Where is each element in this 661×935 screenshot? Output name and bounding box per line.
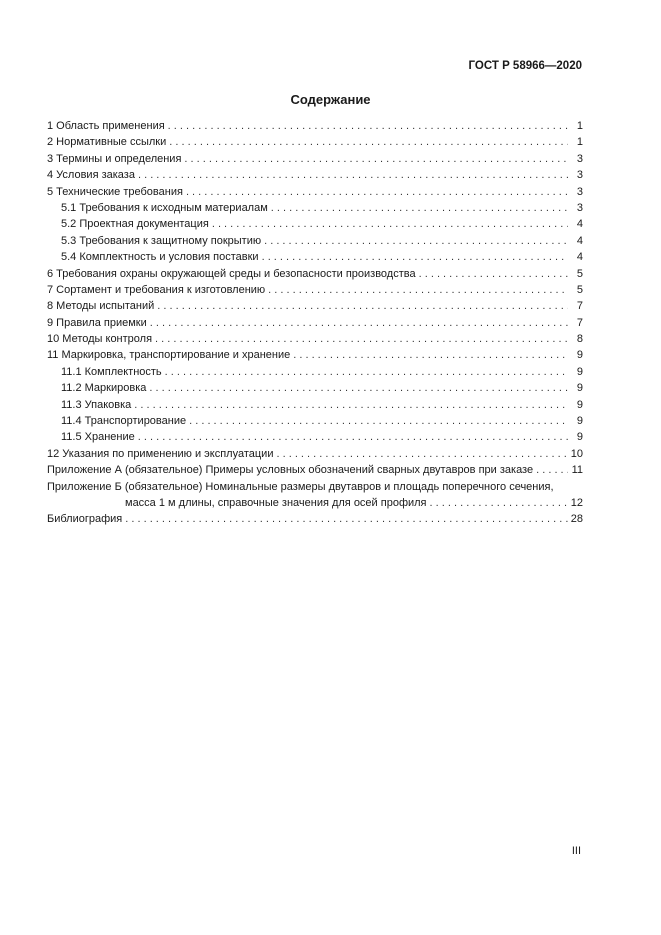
- toc-entry[interactable]: [47, 249, 583, 265]
- toc-entry[interactable]: [47, 413, 583, 429]
- dot-leader: [155, 331, 568, 347]
- toc-entry-bibliography[interactable]: [47, 511, 583, 527]
- toc-page-number: 3: [576, 185, 583, 198]
- toc-entry-label: 7 Сортамент и требования к изготовлению: [47, 283, 266, 296]
- toc-entry[interactable]: [47, 364, 583, 380]
- toc-entry-label-continued: масса 1 м длины, справочные значения для осей профиля: [125, 496, 427, 509]
- toc-entry[interactable]: [47, 347, 583, 363]
- toc-entry-label: 1 Область применения: [47, 120, 165, 132]
- toc-entry-label: 11.1 Комплектность: [61, 365, 162, 378]
- toc-entry-label: 11.2 Маркировка: [61, 382, 147, 395]
- toc-entry[interactable]: [47, 266, 583, 282]
- dot-leader: [268, 282, 568, 298]
- dot-leader: [149, 380, 568, 396]
- dot-leader: [150, 315, 568, 331]
- toc-entry[interactable]: [47, 380, 583, 396]
- toc-entry-label: 3 Термины и определения: [47, 152, 182, 165]
- toc-page-number: 9: [576, 349, 583, 362]
- dot-leader: [264, 233, 568, 249]
- toc-entry[interactable]: [47, 462, 583, 478]
- toc-page-number: 10: [570, 447, 583, 460]
- table-of-contents: [47, 118, 583, 528]
- toc-page-number: 3: [576, 201, 583, 214]
- toc-entry[interactable]: [47, 200, 583, 216]
- toc-entry-label: 11.4 Транспортирование: [61, 415, 187, 428]
- toc-page-number: 7: [576, 300, 583, 313]
- toc-page-number: 7: [576, 316, 583, 329]
- toc-page-number: 3: [576, 152, 583, 165]
- toc-entry[interactable]: [47, 134, 583, 150]
- dot-leader: [186, 184, 568, 200]
- document-code: ГОСТ Р 58966—2020: [468, 60, 582, 72]
- toc-entry-appendix-b[interactable]: [47, 479, 583, 512]
- toc-entry-label: 2 Нормативные ссылки: [47, 136, 167, 149]
- toc-entry[interactable]: [47, 315, 583, 331]
- dot-leader: [262, 249, 568, 265]
- dot-leader: [125, 511, 568, 527]
- toc-entry-label: 6 Требования охраны окружающей среды и безопасности производства: [47, 267, 416, 280]
- toc-entry-label: Библиография: [47, 513, 123, 526]
- toc-entry-label: 4 Условия заказа: [47, 169, 135, 182]
- toc-page-number: 5: [576, 267, 583, 280]
- toc-page-number: 4: [576, 234, 583, 247]
- dot-leader: [212, 216, 568, 232]
- dot-leader: [134, 397, 568, 413]
- toc-entry[interactable]: [47, 184, 583, 200]
- dot-leader: [276, 446, 567, 462]
- toc-entry-label: 12 Указания по применению и эксплуатации: [47, 447, 274, 460]
- toc-page-number: 9: [576, 365, 583, 378]
- dot-leader: [189, 413, 568, 429]
- toc-entry-label: 5.3 Требования к защитному покрытию: [61, 234, 262, 247]
- toc-page-number: 11: [571, 464, 583, 477]
- dot-leader: [168, 118, 568, 134]
- dot-leader: [536, 462, 568, 478]
- toc-entry-label: 5 Технические требования: [47, 185, 183, 198]
- toc-page-number: 1: [576, 120, 583, 132]
- toc-page-number: 9: [576, 398, 583, 411]
- toc-entry-label: 11 Маркировка, транспортирование и хранение: [47, 349, 291, 362]
- dot-leader: [138, 167, 568, 183]
- toc-page-number: 9: [576, 415, 583, 428]
- toc-page-number: 1: [576, 136, 583, 149]
- toc-entry-label: Приложение А (обязательное) Примеры условных обозначений сварных двутавров при заказе: [47, 464, 534, 477]
- toc-entry[interactable]: [47, 118, 583, 134]
- toc-page-number: 12: [570, 496, 583, 509]
- toc-entry[interactable]: [47, 429, 583, 445]
- toc-entry-label: Приложение Б (обязательное) Номинальные размеры двутавров и площадь поперечного сечения,: [47, 480, 554, 493]
- dot-leader: [165, 364, 568, 380]
- toc-entry-label: 5.2 Проектная документация: [61, 218, 209, 231]
- toc-entry-label: 9 Правила приемки: [47, 316, 147, 329]
- page-folio: III: [571, 845, 581, 857]
- toc-entry-label: 11.3 Упаковка: [61, 398, 132, 411]
- dot-leader: [430, 495, 568, 511]
- toc-entry[interactable]: [47, 397, 583, 413]
- toc-entry[interactable]: [47, 167, 583, 183]
- dot-leader: [169, 134, 568, 150]
- toc-entry[interactable]: [47, 298, 583, 314]
- toc-entry[interactable]: [47, 331, 583, 347]
- toc-entry[interactable]: [47, 282, 583, 298]
- dot-leader: [419, 266, 568, 282]
- toc-entry-label: 10 Методы контроля: [47, 333, 153, 346]
- toc-page-number: 8: [576, 333, 583, 346]
- toc-entry[interactable]: [47, 233, 583, 249]
- toc-entry-label: 8 Методы испытаний: [47, 300, 155, 313]
- toc-page-number: 28: [570, 513, 583, 526]
- dot-leader: [157, 298, 568, 314]
- toc-entry-label: 5.1 Требования к исходным материалам: [61, 201, 268, 214]
- toc-entry-label: 11.5 Хранение: [61, 431, 135, 444]
- toc-page-number: 9: [576, 382, 583, 395]
- toc-page-number: 9: [576, 431, 583, 444]
- toc-entry[interactable]: [47, 216, 583, 232]
- dot-leader: [293, 347, 568, 363]
- toc-entry[interactable]: [47, 446, 583, 462]
- toc-page-number: 4: [576, 218, 583, 231]
- toc-entry[interactable]: [47, 151, 583, 167]
- dot-leader: [184, 151, 568, 167]
- dot-leader: [271, 200, 568, 216]
- toc-page-number: 5: [576, 283, 583, 296]
- toc-entry-label: 5.4 Комплектность и условия поставки: [61, 251, 259, 264]
- toc-page-number: 4: [576, 251, 583, 264]
- toc-page-number: 3: [576, 169, 583, 182]
- page-title: Содержание: [290, 92, 371, 107]
- dot-leader: [138, 429, 568, 445]
